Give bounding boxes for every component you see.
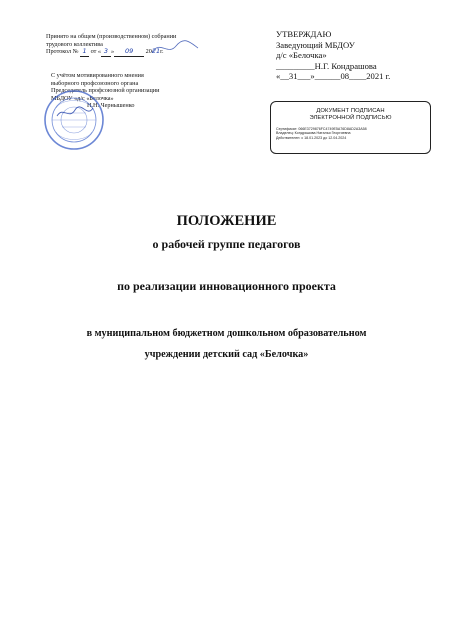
signature-owner: Владелец: Кондрашова Наталья Георгиевна (276, 131, 351, 136)
accepted-line-1: Принято на общем (производственном) собрании (46, 33, 177, 40)
opinion-line-3: Председатель профсоюзной организации (51, 87, 160, 95)
approve-position: Заведующий МБДОУ (276, 39, 355, 50)
approve-heading: УТВЕРЖДАЮ (276, 29, 332, 39)
signature-title-1: ДОКУМЕНТ ПОДПИСАН (316, 108, 385, 114)
protocol-day: 3 (103, 47, 109, 56)
protocol-from: от « (90, 48, 101, 56)
protocol-signature (150, 38, 200, 58)
signature-certificate: Сертификат: 066E3729876FC4749E5A76D8AD2A3A58 (276, 126, 367, 131)
protocol-month: 09 (124, 47, 134, 56)
approve-date: «__31___»______08____2021 г. (276, 71, 391, 82)
protocol-prefix: Протокол № (46, 48, 79, 56)
approve-signature-line: _________Н.Г. Кондрашова (276, 60, 377, 71)
approve-org: д/с «Белочка» (276, 50, 327, 61)
protocol-year-prefix: 20 (145, 48, 152, 56)
accepted-line-2: трудового коллектива (46, 40, 103, 48)
union-chair-signature (55, 104, 95, 122)
electronic-signature-box (270, 101, 431, 154)
document-line-2: учреждении детский сад «Белочка» (144, 349, 309, 360)
union-chair-name: Н.Н. Чернышенко (87, 102, 135, 110)
document-subtitle-2: по реализации инновационного проекта (117, 279, 336, 293)
opinion-line-4: МБДОУ «д/с «Белочка» (51, 94, 114, 102)
protocol-year-end: г. (160, 48, 164, 56)
signature-title-2: ЭЛЕКТРОННОЙ ПОДПИСЬЮ (309, 115, 392, 122)
protocol-number: 1 (82, 47, 87, 56)
opinion-line-2: выборного профсоюзного органа (51, 79, 139, 87)
protocol-line: Протокол № 1 от « 3 » 09 2021г. (46, 47, 164, 56)
opinion-line-1: С учётом мотивированного мнения (51, 72, 144, 79)
protocol-year: 21 (151, 47, 161, 56)
document-subtitle: о рабочей группе педагогов (152, 237, 301, 251)
document-title: ПОЛОЖЕНИЕ (176, 213, 277, 229)
signature-validity: Действителен: с 18.01.2023 до 12.04.2024 (276, 136, 347, 140)
approval-block (276, 29, 436, 82)
document-line-1: в муниципальном бюджетном дошкольном образовательном (86, 328, 367, 339)
